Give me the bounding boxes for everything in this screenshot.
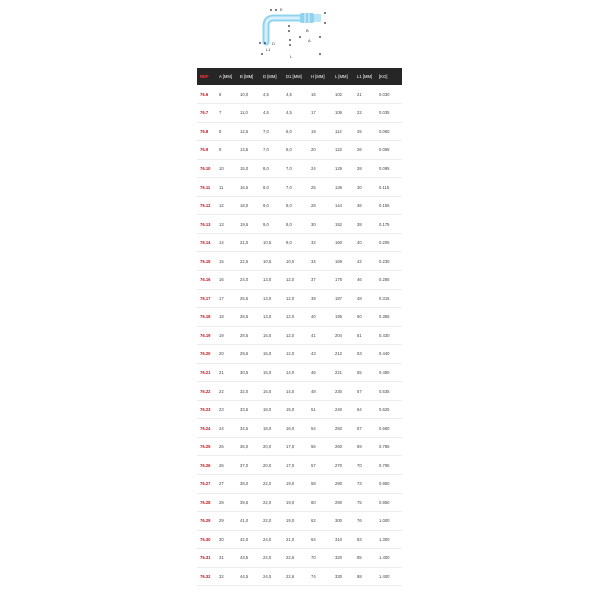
cell-l1: 28 — [357, 165, 362, 171]
cell-a: 13 — [219, 221, 224, 227]
cell-l: 230 — [335, 388, 342, 394]
header-d: D [MM] — [263, 74, 277, 79]
cell-d1: 8,0 — [286, 221, 292, 227]
cell-b: 16,5 — [240, 184, 249, 190]
cell-d: 13,0 — [263, 314, 272, 320]
cell-h: 16 — [311, 91, 316, 97]
cell-l: 270 — [335, 462, 342, 468]
cell-a: 20 — [219, 351, 224, 357]
label-l1: L1 — [266, 47, 271, 52]
cell-d: 24,0 — [263, 573, 272, 579]
cell-b: 15,0 — [240, 165, 249, 171]
cell-a: 22 — [219, 388, 224, 394]
cell-l1: 46 — [357, 277, 362, 283]
cell-d1: 4,5 — [286, 91, 292, 97]
cell-kg: 0.315 — [379, 295, 390, 301]
cell-l: 250 — [335, 425, 342, 431]
header-a: A [MM] — [219, 74, 233, 79]
cell-l: 114 — [335, 128, 342, 134]
header-kg: [KG] — [379, 74, 388, 79]
cell-ref: 76.14 — [200, 240, 211, 246]
table-row — [197, 233, 402, 252]
table-body — [197, 85, 402, 586]
cell-l: 178 — [335, 277, 342, 283]
header-l: L [MM] — [335, 74, 348, 79]
table-row — [197, 567, 402, 586]
cell-d1: 12,0 — [286, 277, 295, 283]
table-row — [197, 419, 402, 438]
cell-d: 8,0 — [263, 165, 269, 171]
cell-h: 40 — [311, 314, 316, 320]
cell-a: 28 — [219, 499, 224, 505]
table-row — [197, 104, 402, 123]
cell-l1: 40 — [357, 240, 362, 246]
cell-l: 160 — [335, 240, 342, 246]
label-a: A — [308, 38, 311, 43]
cell-h: 17 — [311, 110, 316, 116]
table-row — [197, 122, 402, 141]
header-b: B [MM] — [240, 74, 254, 79]
table-row — [197, 456, 402, 475]
cell-l: 102 — [335, 91, 342, 97]
cell-l: 240 — [335, 407, 342, 413]
cell-l1: 55 — [357, 369, 362, 375]
label-l: L — [290, 54, 293, 59]
table-row — [197, 400, 402, 419]
cell-d1: 16,0 — [286, 425, 295, 431]
table-row — [197, 382, 402, 401]
cell-d: 13,0 — [263, 295, 272, 301]
cell-a: 9 — [219, 147, 222, 153]
cell-kg: 0.115 — [379, 184, 390, 190]
cell-d1: 6,0 — [286, 147, 292, 153]
cell-h: 51 — [311, 407, 316, 413]
cell-l1: 21 — [357, 91, 362, 97]
cell-l1: 64 — [357, 407, 362, 413]
cell-ref: 76.32 — [200, 573, 211, 579]
table-row — [197, 85, 402, 104]
cell-ref: 76.21 — [200, 369, 211, 375]
cell-d: 18,0 — [263, 425, 272, 431]
cell-kg: 0.155 — [379, 203, 390, 209]
cell-b: 10,0 — [240, 91, 249, 97]
cell-d: 15,0 — [263, 332, 272, 338]
cell-d: 10,5 — [263, 240, 272, 246]
cell-d1: 19,0 — [286, 499, 295, 505]
cell-d: 22,0 — [263, 518, 272, 524]
table-row — [197, 308, 402, 327]
cell-l: 122 — [335, 147, 342, 153]
cell-a: 25 — [219, 444, 224, 450]
cell-d: 22,0 — [263, 499, 272, 505]
cell-kg: 0.030 — [379, 91, 390, 97]
cell-b: 37,0 — [240, 462, 249, 468]
cell-l1: 38 — [357, 221, 362, 227]
cell-l1: 67 — [357, 425, 362, 431]
cell-a: 21 — [219, 369, 224, 375]
cell-d: 4,5 — [263, 110, 269, 116]
cell-d: 24,0 — [263, 536, 272, 542]
header-l1: L1 [MM] — [357, 74, 373, 79]
cell-a: 7 — [219, 110, 222, 116]
cell-b: 34,5 — [240, 425, 249, 431]
cell-kg: 0.625 — [379, 407, 390, 413]
table-row — [197, 437, 402, 456]
cell-d1: 22,6 — [286, 555, 295, 561]
cell-h: 28 — [311, 203, 316, 209]
header-d1: D1 [MM] — [286, 74, 302, 79]
cell-ref: 76.28 — [200, 499, 211, 505]
cell-d: 20,0 — [263, 444, 272, 450]
cell-d: 15,0 — [263, 388, 272, 394]
cell-l: 221 — [335, 369, 342, 375]
cell-l1: 48 — [357, 295, 362, 301]
cell-kg: 0.490 — [379, 369, 390, 375]
cell-a: 15 — [219, 258, 224, 264]
header-row — [197, 68, 402, 85]
table-row — [197, 326, 402, 345]
cell-d1: 12,0 — [286, 351, 295, 357]
cell-d: 4,5 — [263, 91, 269, 97]
table-row — [197, 474, 402, 493]
cell-b: 19,5 — [240, 221, 249, 227]
cell-l1: 57 — [357, 388, 362, 394]
cell-d1: 6,0 — [286, 128, 292, 134]
cell-l1: 75 — [357, 499, 362, 505]
cell-l1: 85 — [357, 555, 362, 561]
cell-b: 18,0 — [240, 203, 249, 209]
cell-ref: 76.27 — [200, 481, 211, 487]
cell-d1: 19,0 — [286, 518, 295, 524]
cell-h: 57 — [311, 462, 316, 468]
header-h: H [MM] — [311, 74, 325, 79]
cell-kg: 0.785 — [379, 444, 390, 450]
cell-h: 54 — [311, 425, 316, 431]
cell-l1: 36 — [357, 203, 362, 209]
cell-kg: 0.095 — [379, 165, 390, 171]
cell-kg: 0.950 — [379, 499, 390, 505]
cell-l1: 25 — [357, 128, 362, 134]
cell-h: 32 — [311, 240, 316, 246]
cell-d: 20,0 — [263, 462, 272, 468]
cell-b: 25,5 — [240, 295, 249, 301]
cell-kg: 0.430 — [379, 332, 390, 338]
cell-ref: 76.7 — [200, 110, 209, 116]
table-row — [197, 512, 402, 531]
cell-ref: 76.26 — [200, 462, 211, 468]
table-row — [197, 493, 402, 512]
cell-b: 39,5 — [240, 499, 249, 505]
cell-l: 187 — [335, 295, 342, 301]
cell-d1: 12,0 — [286, 332, 295, 338]
header-ref: REF — [200, 74, 209, 79]
cell-a: 27 — [219, 481, 224, 487]
cell-ref: 76.15 — [200, 258, 211, 264]
cell-ref: 76.29 — [200, 518, 211, 524]
table-row — [197, 549, 402, 568]
cell-h: 56 — [311, 444, 316, 450]
spec-table-container — [197, 68, 402, 586]
cell-b: 26,5 — [240, 314, 249, 320]
cell-l: 106 — [335, 110, 342, 116]
cell-h: 39 — [311, 295, 316, 301]
cell-h: 25 — [311, 184, 316, 190]
cell-d: 24,0 — [263, 555, 272, 561]
cell-d: 22,0 — [263, 481, 272, 487]
cell-b: 42,0 — [240, 536, 249, 542]
cell-l: 152 — [335, 221, 342, 227]
spec-table — [197, 68, 402, 586]
cell-h: 58 — [311, 481, 316, 487]
cell-d1: 4,5 — [286, 110, 292, 116]
label-e: E — [280, 7, 283, 12]
table-row — [197, 530, 402, 549]
cell-d1: 19,0 — [286, 481, 295, 487]
cell-a: 19 — [219, 332, 224, 338]
cell-b: 12,5 — [240, 128, 249, 134]
cell-kg: 0.535 — [379, 388, 390, 394]
wrench-dimension-diagram — [0, 0, 600, 64]
cell-l: 136 — [335, 184, 342, 190]
cell-b: 36,0 — [240, 444, 249, 450]
cell-a: 24 — [219, 425, 224, 431]
cell-l1: 76 — [357, 518, 362, 524]
cell-d1: 10,0 — [286, 258, 295, 264]
cell-l: 169 — [335, 258, 342, 264]
cell-ref: 76.9 — [200, 147, 209, 153]
cell-d: 8,0 — [263, 184, 269, 190]
cell-b: 28,5 — [240, 332, 249, 338]
cell-h: 30 — [311, 221, 316, 227]
cell-l1: 50 — [357, 314, 362, 320]
table-row — [197, 159, 402, 178]
cell-l: 300 — [335, 518, 342, 524]
cell-ref: 76.24 — [200, 425, 211, 431]
cell-d1: 22,6 — [286, 573, 295, 579]
cell-l1: 30 — [357, 184, 362, 190]
cell-d1: 17,0 — [286, 444, 295, 450]
cell-kg: 0.365 — [379, 314, 390, 320]
cell-kg: 0.285 — [379, 277, 390, 283]
cell-ref: 76.11 — [200, 184, 211, 190]
cell-kg: 0.440 — [379, 351, 390, 357]
cell-kg: 0.205 — [379, 240, 390, 246]
cell-d: 7,0 — [263, 147, 269, 153]
cell-d1: 8,0 — [286, 203, 292, 209]
cell-kg: 1.400 — [379, 573, 390, 579]
cell-kg: 0.175 — [379, 221, 390, 227]
cell-kg: 0.950 — [379, 481, 390, 487]
cell-d1: 7,0 — [286, 165, 292, 171]
cell-h: 62 — [311, 518, 316, 524]
cell-ref: 76.19 — [200, 332, 211, 338]
cell-a: 6 — [219, 91, 222, 97]
cell-h: 48 — [311, 388, 316, 394]
cell-b: 32,0 — [240, 388, 249, 394]
cell-ref: 76.13 — [200, 221, 211, 227]
cell-kg: 0.060 — [379, 128, 390, 134]
cell-l1: 51 — [357, 332, 362, 338]
cell-ref: 76.6 — [200, 91, 209, 97]
cell-l: 204 — [335, 332, 342, 338]
cell-ref: 76.22 — [200, 388, 211, 394]
cell-l1: 70 — [357, 462, 362, 468]
cell-b: 33,5 — [240, 407, 249, 413]
cell-b: 43,5 — [240, 555, 249, 561]
cell-l1: 69 — [357, 444, 362, 450]
cell-l: 144 — [335, 203, 342, 209]
table-row — [197, 196, 402, 215]
cell-b: 21,0 — [240, 240, 249, 246]
cell-kg: 1.300 — [379, 536, 390, 542]
table-row — [197, 345, 402, 364]
cell-b: 11,0 — [240, 110, 248, 116]
cell-kg: 0.660 — [379, 425, 390, 431]
cell-l: 195 — [335, 314, 342, 320]
cell-a: 31 — [219, 555, 224, 561]
cell-kg: 0.230 — [379, 258, 390, 264]
cell-a: 12 — [219, 203, 224, 209]
cell-d: 10,5 — [263, 258, 272, 264]
cell-h: 20 — [311, 147, 316, 153]
cell-a: 26 — [219, 462, 224, 468]
cell-a: 11 — [219, 184, 224, 190]
cell-b: 13,5 — [240, 147, 249, 153]
cell-d1: 17,0 — [286, 462, 295, 468]
cell-l1: 88 — [357, 573, 362, 579]
cell-a: 29 — [219, 518, 224, 524]
cell-ref: 76.10 — [200, 165, 211, 171]
cell-d1: 12,0 — [286, 295, 295, 301]
cell-d: 15,0 — [263, 351, 272, 357]
cell-a: 30 — [219, 536, 224, 542]
cell-ref: 76.12 — [200, 203, 211, 209]
cell-l: 320 — [335, 555, 342, 561]
cell-a: 16 — [219, 277, 224, 283]
cell-h: 19 — [311, 128, 316, 134]
cell-ref: 76.17 — [200, 295, 211, 301]
cell-h: 60 — [311, 499, 316, 505]
cell-b: 30,5 — [240, 369, 249, 375]
cell-d1: 14,0 — [286, 388, 295, 394]
cell-l: 330 — [335, 573, 342, 579]
cell-b: 29,5 — [240, 351, 249, 357]
cell-l1: 42 — [357, 258, 362, 264]
cell-ref: 76.31 — [200, 555, 211, 561]
cell-h: 43 — [311, 351, 316, 357]
cell-l: 310 — [335, 536, 342, 542]
cell-h: 37 — [311, 277, 316, 283]
cell-d: 18,0 — [263, 407, 272, 413]
cell-h: 64 — [311, 536, 316, 542]
cell-d1: 21,0 — [286, 536, 295, 542]
cell-l1: 83 — [357, 536, 362, 542]
cell-ref: 76.30 — [200, 536, 211, 542]
table-row — [197, 270, 402, 289]
table-header — [197, 68, 402, 85]
cell-d: 15,0 — [263, 369, 272, 375]
cell-d: 7,0 — [263, 128, 269, 134]
cell-kg: 1.400 — [379, 555, 390, 561]
cell-kg: 0.065 — [379, 147, 390, 153]
cell-ref: 76.25 — [200, 444, 211, 450]
cell-a: 32 — [219, 573, 224, 579]
cell-b: 38,0 — [240, 481, 249, 487]
cell-d1: 7,0 — [286, 184, 292, 190]
cell-l: 260 — [335, 444, 342, 450]
cell-l: 290 — [335, 499, 342, 505]
table-row — [197, 215, 402, 234]
cell-l: 212 — [335, 351, 342, 357]
cell-l1: 53 — [357, 351, 362, 357]
cell-l1: 26 — [357, 147, 362, 153]
cell-a: 17 — [219, 295, 224, 301]
cell-d1: 9,0 — [286, 240, 292, 246]
cell-h: 34 — [311, 258, 316, 264]
cell-a: 8 — [219, 128, 222, 134]
cell-h: 74 — [311, 573, 316, 579]
table-row — [197, 252, 402, 271]
cell-a: 18 — [219, 314, 224, 320]
cell-b: 24,0 — [240, 277, 249, 283]
cell-d: 9,0 — [263, 221, 269, 227]
cell-ref: 76.20 — [200, 351, 211, 357]
table-row — [197, 289, 402, 308]
cell-l: 280 — [335, 481, 342, 487]
table-row — [197, 363, 402, 382]
cell-a: 10 — [219, 165, 224, 171]
cell-h: 70 — [311, 555, 316, 561]
label-d: D — [272, 41, 275, 46]
cell-ref: 76.8 — [200, 128, 209, 134]
cell-kg: 0.795 — [379, 462, 390, 468]
cell-kg: 1.000 — [379, 518, 390, 524]
label-b: B — [306, 28, 309, 33]
cell-b: 41,0 — [240, 518, 249, 524]
cell-l: 129 — [335, 165, 342, 171]
cell-ref: 76.18 — [200, 314, 211, 320]
table-row — [197, 141, 402, 160]
cell-d1: 14,0 — [286, 369, 295, 375]
cell-a: 14 — [219, 240, 224, 246]
table-row — [197, 178, 402, 197]
cell-b: 22,5 — [240, 258, 249, 264]
cell-l1: 73 — [357, 481, 362, 487]
cell-h: 24 — [311, 165, 316, 171]
cell-ref: 76.23 — [200, 407, 211, 413]
l-wrench-drawing — [266, 13, 321, 42]
cell-d1: 12,0 — [286, 314, 295, 320]
cell-ref: 76.16 — [200, 277, 211, 283]
cell-h: 46 — [311, 369, 316, 375]
cell-d1: 15,0 — [286, 407, 295, 413]
cell-b: 44,5 — [240, 573, 249, 579]
cell-kg: 0.035 — [379, 110, 390, 116]
cell-l1: 22 — [357, 110, 362, 116]
cell-h: 41 — [311, 332, 316, 338]
cell-a: 23 — [219, 407, 224, 413]
cell-d: 13,0 — [263, 277, 272, 283]
cell-d: 9,0 — [263, 203, 269, 209]
